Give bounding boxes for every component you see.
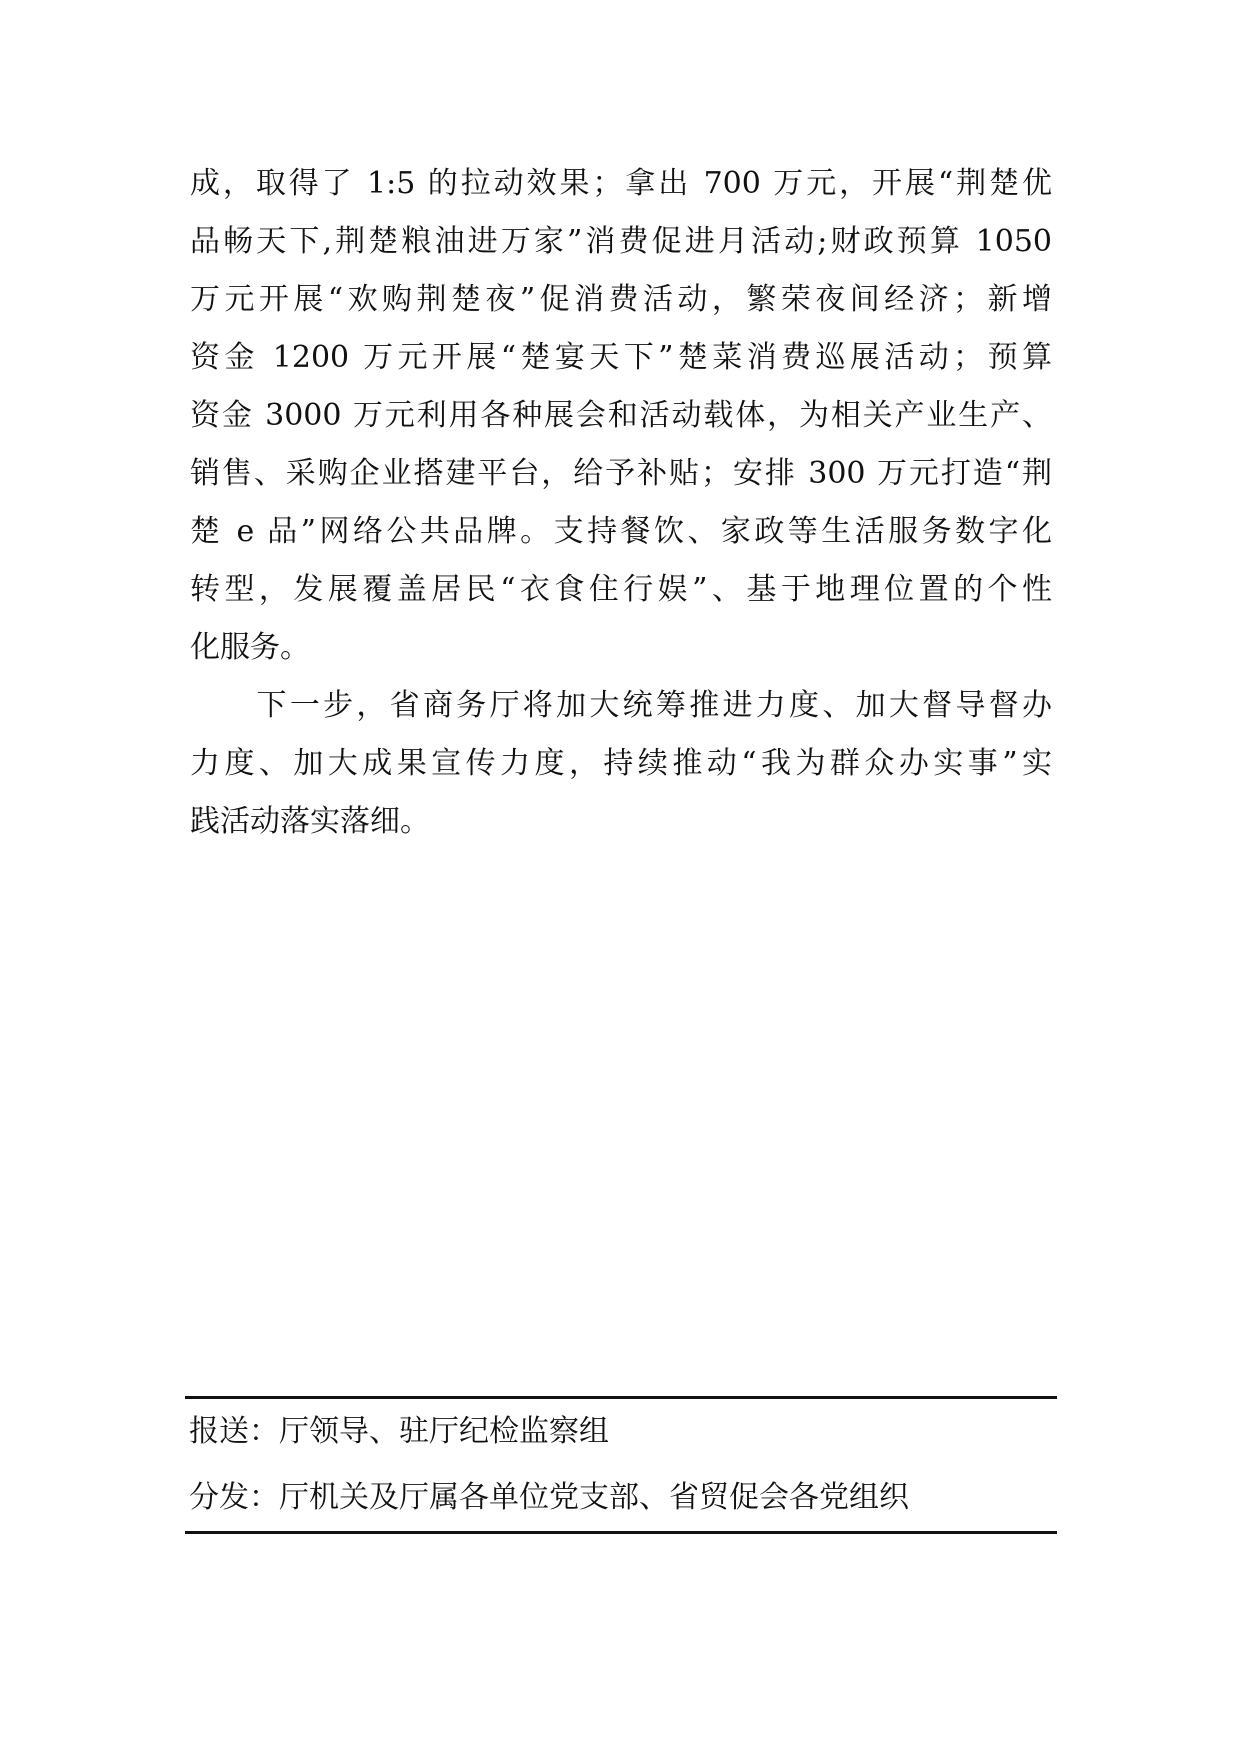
report-to-line: 报送：厅领导、驻厅纪检监察组: [189, 1414, 609, 1449]
distribute-to-line: 分发：厅机关及厅属各单位党支部、省贸促会各党组织: [189, 1480, 909, 1515]
paragraph-line: 资金 3000 万元利用各种展会和活动载体，为相关产业生产、: [190, 398, 1052, 433]
paragraph-1: [190, 155, 1052, 677]
paragraph-line: 万元开展“欢购荆楚夜”促消费活动，繁荣夜间经济；新增: [190, 282, 1052, 317]
paragraph-line: 资金 1200 万元开展“楚宴天下”楚菜消费巡展活动；预算: [190, 340, 1052, 375]
document-body: [190, 155, 1052, 851]
paragraph-2: [190, 677, 1052, 851]
paragraph-line: 成，取得了 1:5 的拉动效果；拿出 700 万元，开展“荆楚优: [190, 166, 1052, 201]
paragraph-line: 销售、采购企业搭建平台，给予补贴；安排 300 万元打造“荆: [190, 456, 1052, 491]
paragraph-line: 品畅天下,荆楚粮油进万家”消费促进月活动;财政预算 1050: [190, 224, 1052, 259]
paragraph-line: 力度、加大成果宣传力度，持续推动“我为群众办实事”实: [190, 746, 1052, 781]
bottom-rule: [185, 1531, 1057, 1534]
paragraph-line: 楚 e 品”网络公共品牌。支持餐饮、家政等生活服务数字化: [190, 514, 1052, 549]
paragraph-line: 化服务。: [190, 630, 310, 665]
paragraph-line: 践活动落实落细。: [190, 804, 430, 839]
paragraph-line: 转型，发展覆盖居民“衣食住行娱”、基于地理位置的个性: [190, 572, 1052, 607]
paragraph-line: 下一步，省商务厅将加大统筹推进力度、加大督导督办: [190, 688, 1052, 723]
distribution-footer: [185, 1396, 1057, 1534]
